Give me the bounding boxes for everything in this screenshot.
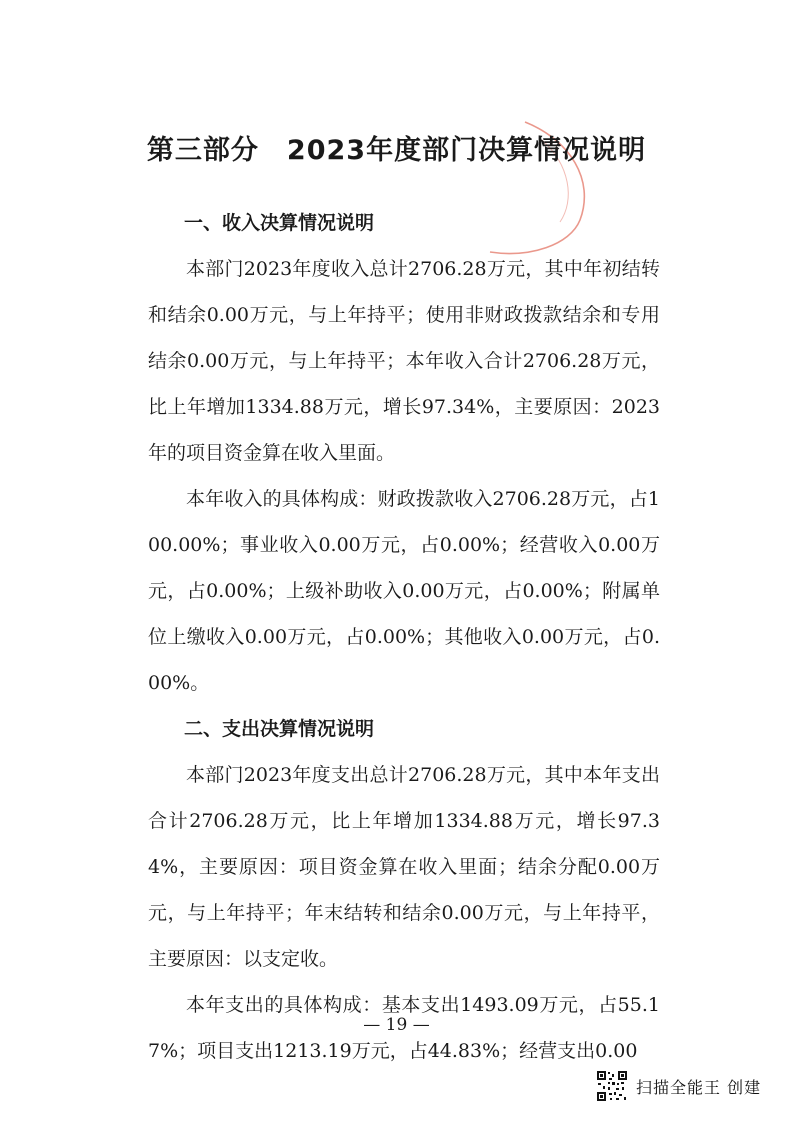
page-number: — 19 — (363, 1015, 430, 1035)
section-heading-income: 一、收入决算情况说明 (184, 212, 375, 234)
expenditure-composition-paragraph: 本年支出的具体构成：基本支出1493.09万元，占55.17%；项目支出1213.19万元，占44.83%；经营支出0.00 (148, 994, 660, 1062)
page-title: 第三部分 2023年度部门决算情况说明 (146, 135, 647, 166)
document-body (148, 200, 660, 1074)
income-summary-paragraph: 本部门2023年度收入总计2706.28万元，其中年初结转和结余0.00万元，与上年持平；使用非财政拨款结余和专用结余0.00万元，与上年持平；本年收入合计2706.28万元，比上年增加1334.88万元，增长97.34%，主要原因：2023年的项目资金算在收入里面。 (148, 258, 660, 464)
watermark-text: 扫描全能王 创建 (636, 1077, 762, 1097)
section-income (148, 200, 660, 706)
income-composition-paragraph: 本年收入的具体构成：财政拨款收入2706.28万元，占100.00%；事业收入0.00万元，占0.00%；经营收入0.00万元，占0.00%；上级补助收入0.00万元，占0.00%；附属单位上缴收入0.00万元，占0.00%；其他收入0.00万元，占0.00%。 (148, 488, 660, 694)
qr-code-icon (596, 1070, 628, 1102)
scanner-watermark (596, 1070, 761, 1102)
section-heading-expenditure: 二、支出决算情况说明 (184, 718, 375, 740)
expenditure-summary-paragraph: 本部门2023年度支出总计2706.28万元，其中本年支出合计2706.28万元，比上年增加1334.88万元，增长97.34%，主要原因：项目资金算在收入里面；结余分配0.00万元，与上年持平；年末结转和结余0.00万元，与上年持平，主要原因：以支定收。 (148, 764, 660, 970)
